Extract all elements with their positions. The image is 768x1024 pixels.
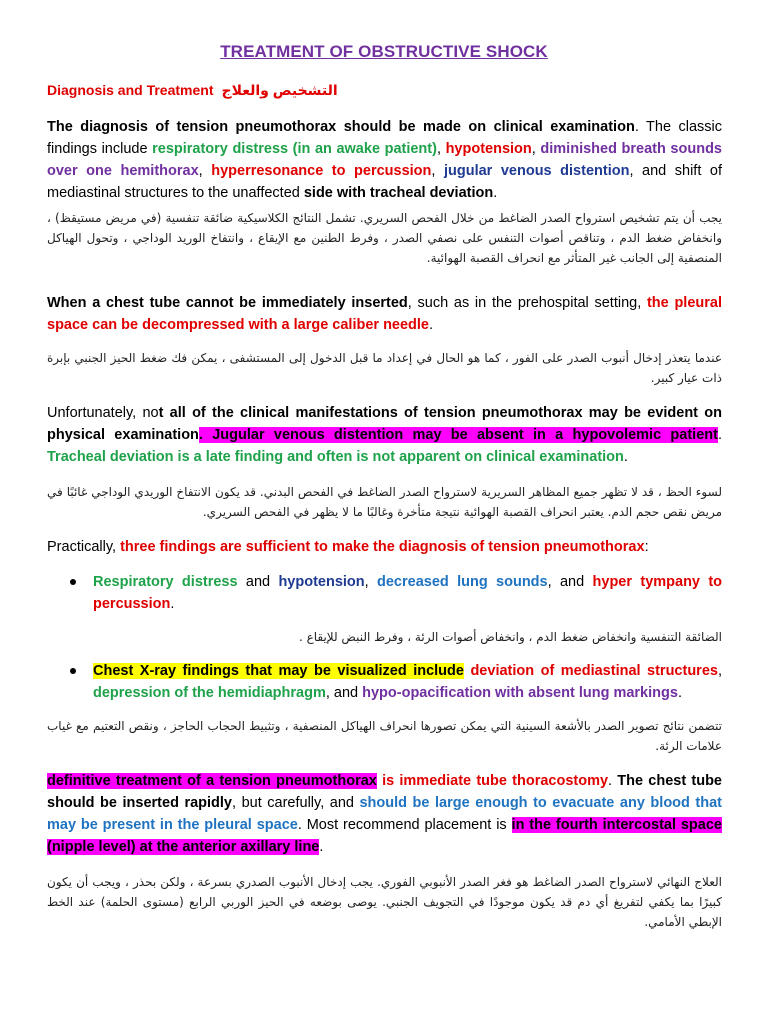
text-run: three findings are sufficient to make the diagnosis of tension pneumothorax: [120, 539, 645, 555]
text-run: ,: [531, 141, 541, 157]
arabic-paragraph-1: يجب أن يتم تشخيص استرواح الصدر الضاغط من خلال الفحص السريري. تشمل النتائج الكلاسيكية ضائقة تنفسية (في مريض مستيقظ) ، وانخفاض ضغط الدم ، وتناقص أصوات التنفس على نصفي الصدر ، وفرط الطنين مع الإيقاع ، وانتفاخ الوريد الوداجي ، وتحول الهياكل المنصفية إلى الجانب غير المتأثر مع انحراف القصبة الهوائية.: [47, 211, 722, 265]
paragraph-definitive-treatment: [47, 770, 722, 858]
arabic-paragraph-6: العلاج النهائي لاسترواح الصدر الضاغط هو فغر الصدر الأنبوبي الفوري. يجب إدخال الأنبوب الصدري بسرعة ، ولكن بحذر ، ويجب أن يكون كبيرًا بما يكفي لتفريغ أي دم قد يكون موجودًا في التجويف الجنبي. يوصى بوضعه في الحيز الوربي الرابع (مستوى الحلمة) عند الخط الإبطي الأمامي.: [47, 875, 722, 929]
text-run: , and: [325, 685, 363, 701]
paragraph-needle-decompression: [47, 292, 722, 336]
finding-hypotension: hypotension: [445, 141, 532, 157]
finding-hyperresonance: hyperresonance to percussion: [211, 163, 432, 179]
paragraph-three-findings: [47, 536, 722, 558]
text-run: Practically,: [47, 539, 121, 555]
arabic-paragraph-4: الضائقة التنفسية وانخفاض ضغط الدم ، وانخفاض أصوات الرئة ، وفرط النبض للإيقاع .: [298, 630, 722, 644]
text-run: .: [677, 685, 682, 701]
text-run: hypo-opacification with absent lung markings: [362, 685, 678, 701]
text-run: .: [170, 596, 175, 612]
highlighted-text: . Jugular venous distention may be absent in a hypovolemic patient: [198, 427, 718, 443]
text-run: ,: [436, 141, 446, 157]
text-run: .: [429, 317, 434, 333]
text-run: .: [319, 839, 324, 855]
text-run: , and: [547, 574, 593, 590]
text-run: Unfortunately, no: [47, 405, 159, 421]
section-heading-ar: التشخيص والعلاج: [221, 82, 338, 98]
text-run: . Most recommend placement is: [297, 817, 512, 833]
finding-respiratory-distress: respiratory distress (in an awake patient): [152, 141, 437, 157]
section-heading: [47, 82, 338, 99]
text-run: t all of the clinical manifestations of tension pneumothorax may be evident on physical examination: [47, 405, 722, 443]
highlighted-text: definitive treatment of a tension pneumothorax: [47, 773, 377, 789]
bullet-text: [93, 571, 722, 615]
text-run: .: [717, 427, 722, 443]
arabic-paragraph-2: عندما يتعذر إدخال أنبوب الصدر على الفور ، كما هو الحال في إعداد ما قبل الدخول إلى المستشفى ، يمكن فك ضغط الحيز الجنبي بإبرة ذات عيار كبير.: [47, 351, 722, 385]
text-run: .: [623, 449, 628, 465]
text-run: Respiratory distress: [93, 574, 238, 590]
bullet-text: [93, 660, 722, 704]
finding-diminished-breath-sounds: diminished breath sounds over one hemithorax: [47, 141, 722, 179]
paragraph-diagnosis: [47, 116, 722, 204]
finding-jvd: jugular venous distention: [443, 163, 630, 179]
text-run: should be large enough to evacuate any blood that may be present in the pleural space: [47, 795, 722, 833]
text-run: :: [644, 539, 649, 555]
text-run: ,: [198, 163, 212, 179]
section-heading-en: Diagnosis and Treatment: [47, 82, 214, 98]
text-run: .: [608, 773, 618, 789]
text-run: deviation of mediastinal structures: [470, 663, 718, 679]
text-run: , but carefully, and: [232, 795, 360, 811]
bullet-item-xray: [70, 660, 722, 704]
text-run: and: [237, 574, 279, 590]
text-run: When a chest tube cannot be immediately inserted: [47, 295, 408, 311]
text-run: , and shift of mediastinal structures to the unaffected: [47, 163, 722, 201]
highlighted-text: Chest X-ray findings that may be visualized include: [93, 663, 464, 679]
text-run: is immediate tube thoracostomy: [376, 773, 609, 789]
bullet-icon: [70, 668, 76, 674]
text-run: .: [493, 185, 498, 201]
bullet-icon: [70, 579, 76, 585]
arabic-paragraph-5: تتضمن نتائج تصوير الصدر بالأشعة السينية التي يمكن تصورها انحراف الهياكل المنصفية ، وتثبيط الحجاب الحاجز ، ونقص التعتيم مع غياب علامات الرئة.: [47, 719, 722, 753]
bullet-item-clinical: [70, 571, 722, 615]
text-run: depression of the hemidiaphragm: [93, 685, 326, 701]
highlighted-text: in the fourth intercostal space (nipple level) at the anterior axillary line: [47, 817, 722, 855]
text-run: Tracheal deviation is a late finding and often is not apparent on clinical examination: [47, 449, 624, 465]
text-run: ,: [717, 663, 722, 679]
arabic-paragraph-3: لسوء الحظ ، قد لا تظهر جميع المظاهر السريرية لاسترواح الصدر الضاغط في الفحص البدني. قد يكون الانتفاخ الوريدي الوداجي غائبًا في مريض نقص حجم الدم. يعتبر انحراف القصبة الهوائية نتيجة متأخرة وغالبًا ما لا يظهر في الفحص السريري.: [47, 485, 722, 519]
text-run: , such as in the prehospital setting,: [407, 295, 647, 311]
page-title: TREATMENT OF OBSTRUCTIVE SHOCK: [220, 42, 548, 61]
text-run: ,: [431, 163, 444, 179]
text-run: the pleural space can be decompressed with a large caliber needle: [47, 295, 722, 333]
text-run: . The classic findings include: [47, 119, 722, 157]
text-run: hypotension: [278, 574, 365, 590]
text-run: decreased lung sounds: [377, 574, 548, 590]
text-run: The chest tube should be inserted rapidly: [47, 773, 722, 811]
text-run: The diagnosis of tension pneumothorax should be made on clinical examination: [47, 119, 635, 135]
text-run: hyper tympany to percussion: [93, 574, 723, 612]
text-run: ,: [364, 574, 378, 590]
text-run: side with tracheal deviation: [303, 185, 494, 201]
paragraph-manifestations: [47, 402, 722, 468]
